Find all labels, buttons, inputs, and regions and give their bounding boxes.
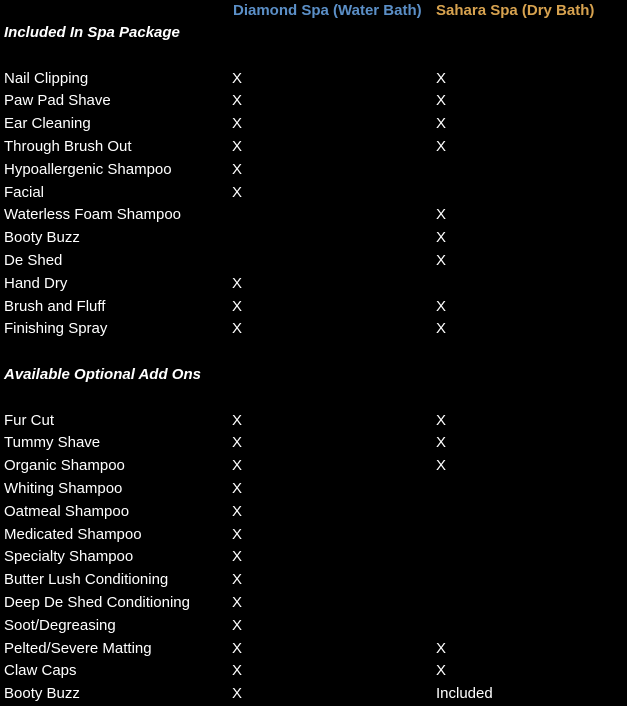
diamond-spa-mark: X bbox=[232, 69, 243, 87]
section-heading: Available Optional Add Ons bbox=[4, 365, 201, 383]
table-row bbox=[0, 136, 627, 159]
service-name: Deep De Shed Conditioning bbox=[4, 593, 190, 611]
service-name: Through Brush Out bbox=[4, 137, 132, 155]
table-row bbox=[0, 524, 627, 547]
service-name: Brush and Fluff bbox=[4, 297, 106, 315]
table-body bbox=[0, 22, 627, 706]
table-row bbox=[0, 68, 627, 91]
table-row bbox=[0, 592, 627, 615]
diamond-spa-mark: X bbox=[232, 92, 243, 110]
service-name: Waterless Foam Shampoo bbox=[4, 206, 182, 224]
sahara-spa-mark: X bbox=[436, 206, 447, 224]
diamond-spa-mark: X bbox=[232, 160, 243, 178]
table-row bbox=[0, 569, 627, 592]
diamond-spa-mark: X bbox=[232, 662, 243, 680]
diamond-spa-mark: X bbox=[232, 457, 243, 475]
service-name: Specialty Shampoo bbox=[4, 548, 134, 566]
table-row bbox=[0, 638, 627, 661]
service-name: Butter Lush Conditioning bbox=[4, 571, 169, 589]
diamond-spa-mark: X bbox=[232, 548, 243, 566]
table-row bbox=[0, 296, 627, 319]
sahara-spa-mark: X bbox=[436, 662, 447, 680]
sahara-spa-header: Sahara Spa (Dry Bath) bbox=[436, 2, 595, 19]
diamond-spa-mark: X bbox=[232, 434, 243, 452]
sahara-spa-mark: X bbox=[436, 137, 447, 155]
service-name: Soot/Degreasing bbox=[4, 616, 116, 634]
spacer-row bbox=[0, 45, 627, 68]
diamond-spa-header: Diamond Spa (Water Bath) bbox=[233, 2, 422, 19]
service-name: Tummy Shave bbox=[4, 434, 101, 452]
service-name: Pelted/Severe Matting bbox=[4, 639, 152, 657]
diamond-spa-mark: X bbox=[232, 571, 243, 589]
table-row bbox=[0, 683, 627, 706]
section-heading-row bbox=[0, 364, 627, 387]
spacer-row bbox=[0, 341, 627, 364]
service-name: Hand Dry bbox=[4, 274, 68, 292]
table-row bbox=[0, 478, 627, 501]
diamond-spa-mark: X bbox=[232, 502, 243, 520]
table-row bbox=[0, 501, 627, 524]
table-row bbox=[0, 318, 627, 341]
service-name: Nail Clipping bbox=[4, 69, 89, 87]
service-name: Fur Cut bbox=[4, 411, 55, 429]
table-row bbox=[0, 159, 627, 182]
service-name: Finishing Spray bbox=[4, 320, 108, 338]
table-row bbox=[0, 204, 627, 227]
diamond-spa-mark: X bbox=[232, 297, 243, 315]
table-row bbox=[0, 546, 627, 569]
service-name: De Shed bbox=[4, 251, 63, 269]
diamond-spa-mark: X bbox=[232, 411, 243, 429]
diamond-spa-mark: X bbox=[232, 639, 243, 657]
service-name: Medicated Shampoo bbox=[4, 525, 142, 543]
service-name: Booty Buzz bbox=[4, 685, 80, 703]
diamond-spa-mark: X bbox=[232, 320, 243, 338]
diamond-spa-mark: X bbox=[232, 274, 243, 292]
sahara-spa-mark: X bbox=[436, 639, 447, 657]
service-name: Paw Pad Shave bbox=[4, 92, 111, 110]
table-row bbox=[0, 113, 627, 136]
table-row bbox=[0, 410, 627, 433]
diamond-spa-mark: X bbox=[232, 115, 243, 133]
diamond-spa-mark: X bbox=[232, 479, 243, 497]
section-heading-row bbox=[0, 22, 627, 45]
sahara-spa-mark: X bbox=[436, 320, 447, 338]
diamond-spa-mark: X bbox=[232, 137, 243, 155]
service-name: Facial bbox=[4, 183, 45, 201]
service-name: Booty Buzz bbox=[4, 229, 80, 247]
diamond-spa-mark: X bbox=[232, 525, 243, 543]
service-name: Hypoallergenic Shampoo bbox=[4, 160, 172, 178]
sahara-spa-mark: X bbox=[436, 229, 447, 247]
sahara-spa-mark: X bbox=[436, 251, 447, 269]
table-row bbox=[0, 90, 627, 113]
table-row bbox=[0, 250, 627, 273]
sahara-spa-mark: X bbox=[436, 92, 447, 110]
service-name: Oatmeal Shampoo bbox=[4, 502, 130, 520]
diamond-spa-mark: X bbox=[232, 616, 243, 634]
section-heading: Included In Spa Package bbox=[4, 24, 180, 41]
table-row bbox=[0, 432, 627, 455]
sahara-spa-mark: X bbox=[436, 411, 447, 429]
table-row bbox=[0, 660, 627, 683]
sahara-spa-mark: X bbox=[436, 457, 447, 475]
table-row bbox=[0, 455, 627, 478]
diamond-spa-mark: X bbox=[232, 685, 243, 703]
diamond-spa-mark: X bbox=[232, 183, 243, 201]
sahara-spa-mark: X bbox=[436, 297, 447, 315]
table-row bbox=[0, 273, 627, 296]
table-row bbox=[0, 182, 627, 205]
service-name: Claw Caps bbox=[4, 662, 77, 680]
table-row bbox=[0, 615, 627, 638]
service-name: Organic Shampoo bbox=[4, 457, 125, 475]
table-row bbox=[0, 227, 627, 250]
service-name: Whiting Shampoo bbox=[4, 479, 123, 497]
diamond-spa-mark: X bbox=[232, 593, 243, 611]
service-name: Ear Cleaning bbox=[4, 115, 91, 133]
spacer-row bbox=[0, 387, 627, 410]
sahara-spa-mark: X bbox=[436, 115, 447, 133]
sahara-spa-mark: X bbox=[436, 434, 447, 452]
sahara-spa-mark: X bbox=[436, 69, 447, 87]
sahara-spa-mark: Included bbox=[436, 685, 493, 703]
